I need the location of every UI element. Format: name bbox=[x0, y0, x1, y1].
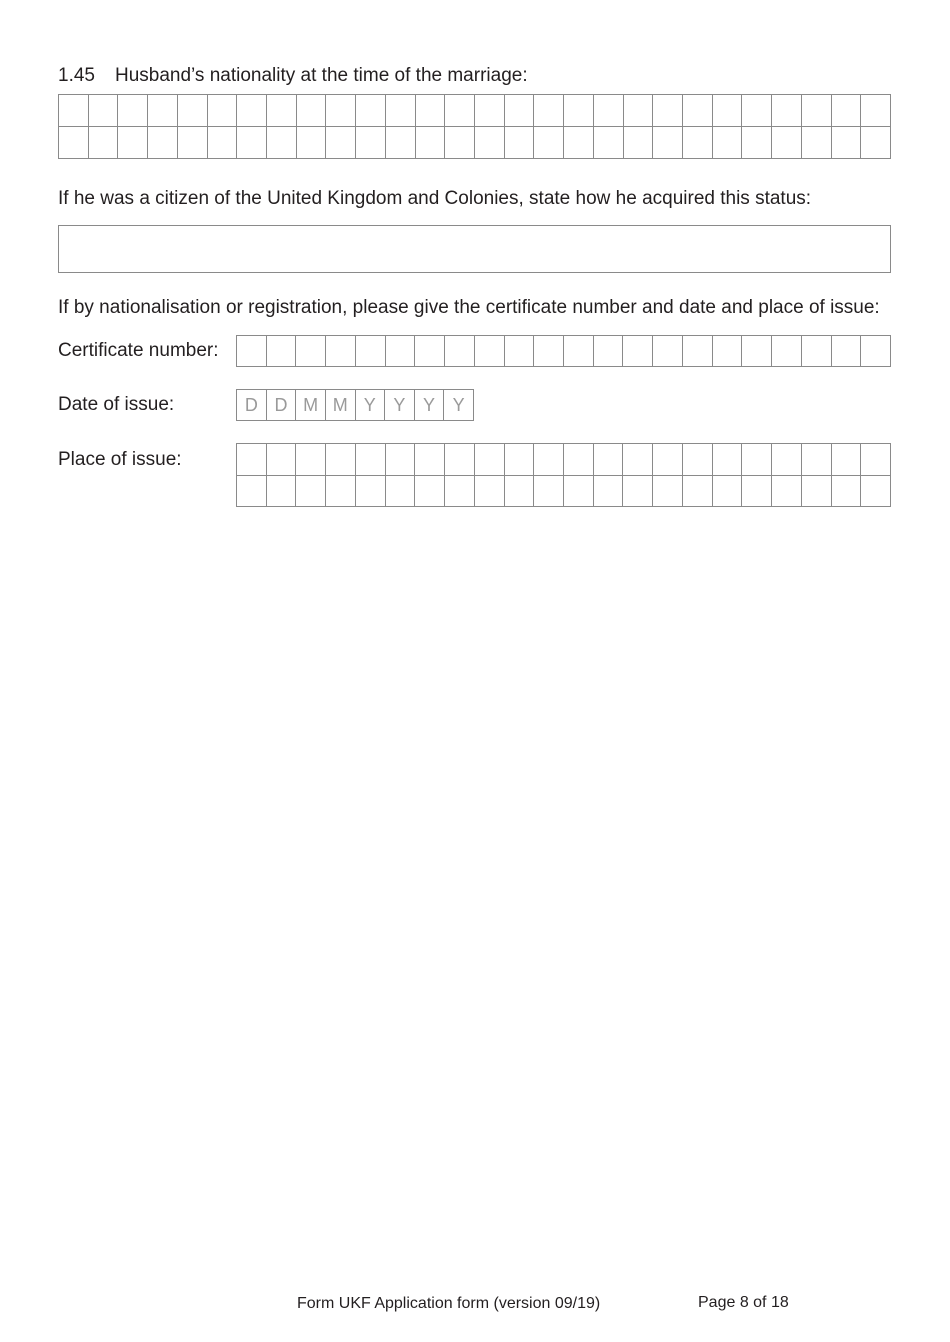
char-box[interactable] bbox=[356, 336, 386, 367]
char-box[interactable] bbox=[594, 95, 624, 127]
date-of-issue-grid bbox=[236, 389, 474, 421]
char-box[interactable] bbox=[475, 127, 505, 159]
char-box[interactable] bbox=[861, 476, 891, 508]
char-box[interactable] bbox=[713, 444, 743, 476]
char-box[interactable] bbox=[534, 476, 564, 508]
char-box[interactable] bbox=[624, 95, 654, 127]
char-box[interactable] bbox=[861, 95, 891, 127]
char-box[interactable] bbox=[653, 444, 683, 476]
char-box[interactable] bbox=[802, 336, 832, 367]
char-box[interactable] bbox=[148, 95, 178, 127]
char-box[interactable] bbox=[59, 127, 89, 159]
char-box[interactable] bbox=[713, 336, 743, 367]
char-box[interactable] bbox=[505, 336, 535, 367]
char-box[interactable] bbox=[356, 476, 386, 508]
question-text: Husband’s nationality at the time of the marriage: bbox=[115, 65, 528, 86]
char-box[interactable] bbox=[445, 444, 475, 476]
char-box[interactable] bbox=[89, 127, 119, 159]
char-box[interactable] bbox=[237, 95, 267, 127]
certificate-number-label: Certificate number: bbox=[58, 340, 219, 361]
char-box[interactable] bbox=[89, 95, 119, 127]
char-box[interactable] bbox=[683, 336, 713, 367]
char-box[interactable] bbox=[475, 444, 505, 476]
date-of-issue-label: Date of issue: bbox=[58, 394, 175, 415]
place-of-issue-label: Place of issue: bbox=[58, 449, 182, 470]
char-box[interactable] bbox=[416, 95, 446, 127]
char-box[interactable] bbox=[297, 127, 327, 159]
char-box[interactable] bbox=[564, 127, 594, 159]
char-box[interactable] bbox=[386, 336, 416, 367]
char-box[interactable] bbox=[356, 444, 386, 476]
char-box[interactable] bbox=[296, 476, 326, 508]
char-box[interactable] bbox=[386, 476, 416, 508]
char-box[interactable] bbox=[742, 444, 772, 476]
char-box[interactable] bbox=[534, 127, 564, 159]
char-box[interactable]: M bbox=[296, 390, 326, 421]
char-box[interactable] bbox=[356, 95, 386, 127]
char-box[interactable] bbox=[296, 336, 326, 367]
char-box[interactable] bbox=[267, 444, 297, 476]
status-input-box[interactable] bbox=[58, 225, 891, 273]
footer-form-title: Form UKF Application form (version 09/19) bbox=[297, 1295, 601, 1312]
char-box[interactable] bbox=[326, 444, 356, 476]
char-box[interactable] bbox=[772, 127, 802, 159]
char-box[interactable] bbox=[475, 95, 505, 127]
char-box[interactable] bbox=[742, 336, 772, 367]
char-box[interactable] bbox=[208, 95, 238, 127]
char-box[interactable] bbox=[653, 127, 683, 159]
char-box[interactable] bbox=[564, 95, 594, 127]
char-box[interactable] bbox=[326, 127, 356, 159]
certificate-number-grid bbox=[236, 335, 891, 367]
char-box[interactable] bbox=[237, 444, 267, 476]
char-box[interactable] bbox=[356, 127, 386, 159]
char-box[interactable] bbox=[416, 127, 446, 159]
char-box[interactable]: Y bbox=[356, 390, 386, 421]
char-box[interactable] bbox=[296, 444, 326, 476]
char-box[interactable] bbox=[415, 476, 445, 508]
char-box[interactable] bbox=[505, 127, 535, 159]
char-box[interactable] bbox=[623, 336, 653, 367]
naturalisation-prompt: If by nationalisation or registration, please give the certificate number and date and place of issue: bbox=[58, 297, 880, 318]
char-box[interactable]: Y bbox=[385, 390, 415, 421]
char-box[interactable] bbox=[802, 95, 832, 127]
char-box[interactable] bbox=[148, 127, 178, 159]
char-box[interactable] bbox=[59, 95, 89, 127]
char-box[interactable] bbox=[683, 476, 713, 508]
question-number: 1.45 bbox=[58, 65, 95, 86]
char-box[interactable] bbox=[445, 336, 475, 367]
char-box[interactable] bbox=[564, 444, 594, 476]
char-box[interactable] bbox=[386, 127, 416, 159]
char-box[interactable]: Y bbox=[415, 390, 445, 421]
char-box[interactable] bbox=[564, 476, 594, 508]
char-box[interactable] bbox=[832, 336, 862, 367]
char-box[interactable] bbox=[178, 127, 208, 159]
char-box[interactable] bbox=[742, 95, 772, 127]
char-box[interactable] bbox=[683, 95, 713, 127]
char-box[interactable]: M bbox=[326, 390, 356, 421]
char-box[interactable] bbox=[445, 95, 475, 127]
char-box[interactable]: Y bbox=[444, 390, 474, 421]
char-box[interactable] bbox=[505, 444, 535, 476]
char-box[interactable] bbox=[208, 127, 238, 159]
nationality-grid bbox=[58, 94, 891, 159]
char-box[interactable] bbox=[802, 127, 832, 159]
char-box[interactable] bbox=[861, 336, 891, 367]
char-box[interactable] bbox=[683, 444, 713, 476]
char-box[interactable] bbox=[624, 127, 654, 159]
char-box[interactable] bbox=[861, 444, 891, 476]
char-box[interactable] bbox=[564, 336, 594, 367]
char-box[interactable] bbox=[118, 95, 148, 127]
char-box[interactable] bbox=[713, 127, 743, 159]
char-box[interactable] bbox=[326, 95, 356, 127]
char-box[interactable] bbox=[594, 476, 624, 508]
char-box[interactable] bbox=[505, 476, 535, 508]
char-box[interactable] bbox=[445, 476, 475, 508]
char-box[interactable] bbox=[534, 95, 564, 127]
char-box[interactable] bbox=[386, 444, 416, 476]
char-box[interactable] bbox=[475, 476, 505, 508]
place-of-issue-grid bbox=[236, 443, 891, 507]
char-box[interactable] bbox=[713, 95, 743, 127]
char-box[interactable] bbox=[267, 127, 297, 159]
char-box[interactable] bbox=[772, 476, 802, 508]
char-box[interactable] bbox=[178, 95, 208, 127]
char-box[interactable] bbox=[237, 336, 267, 367]
char-box[interactable] bbox=[802, 476, 832, 508]
status-prompt: If he was a citizen of the United Kingdom and Colonies, state how he acquired this status: bbox=[58, 188, 812, 209]
char-box[interactable] bbox=[475, 336, 505, 367]
char-box[interactable] bbox=[445, 127, 475, 159]
char-box[interactable] bbox=[267, 476, 297, 508]
char-box[interactable] bbox=[594, 336, 624, 367]
char-box[interactable] bbox=[297, 95, 327, 127]
char-box[interactable] bbox=[415, 444, 445, 476]
char-box[interactable] bbox=[742, 127, 772, 159]
char-box[interactable] bbox=[623, 444, 653, 476]
char-box[interactable] bbox=[713, 476, 743, 508]
char-box[interactable] bbox=[653, 95, 683, 127]
char-box[interactable] bbox=[802, 444, 832, 476]
char-box[interactable] bbox=[861, 127, 891, 159]
char-box[interactable] bbox=[683, 127, 713, 159]
char-box[interactable] bbox=[653, 476, 683, 508]
char-box[interactable] bbox=[267, 336, 297, 367]
char-box[interactable] bbox=[653, 336, 683, 367]
char-box[interactable] bbox=[832, 444, 862, 476]
char-box[interactable] bbox=[594, 444, 624, 476]
char-box[interactable]: D bbox=[237, 390, 267, 421]
char-box[interactable] bbox=[772, 444, 802, 476]
char-box[interactable] bbox=[267, 95, 297, 127]
char-box[interactable] bbox=[505, 95, 535, 127]
char-box[interactable] bbox=[386, 95, 416, 127]
char-box[interactable] bbox=[534, 336, 564, 367]
footer-page-number: Page 8 of 18 bbox=[698, 1294, 789, 1311]
char-box[interactable]: D bbox=[267, 390, 297, 421]
char-box[interactable] bbox=[237, 127, 267, 159]
char-box[interactable] bbox=[832, 127, 862, 159]
char-box[interactable] bbox=[415, 336, 445, 367]
char-box[interactable] bbox=[326, 336, 356, 367]
char-box[interactable] bbox=[772, 336, 802, 367]
char-box[interactable] bbox=[118, 127, 148, 159]
char-box[interactable] bbox=[326, 476, 356, 508]
char-box[interactable] bbox=[623, 476, 653, 508]
char-box[interactable] bbox=[534, 444, 564, 476]
char-box[interactable] bbox=[772, 95, 802, 127]
char-box[interactable] bbox=[832, 476, 862, 508]
char-box[interactable] bbox=[742, 476, 772, 508]
char-box[interactable] bbox=[832, 95, 862, 127]
char-box[interactable] bbox=[237, 476, 267, 508]
char-box[interactable] bbox=[594, 127, 624, 159]
